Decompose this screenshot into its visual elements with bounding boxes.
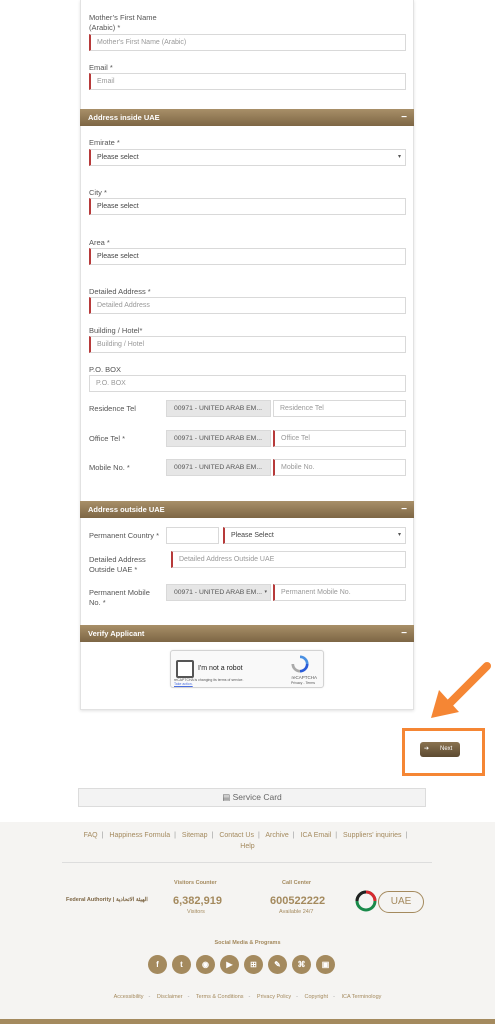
office-tel-label: Office Tel * bbox=[89, 434, 125, 443]
social-title: Social Media & Programs bbox=[214, 940, 281, 946]
service-card-button[interactable] bbox=[78, 788, 426, 807]
windows-icon[interactable]: ⊞ bbox=[244, 955, 263, 974]
section-title: Verify Applicant bbox=[88, 629, 145, 638]
permanent-country-select[interactable] bbox=[223, 527, 406, 544]
email-label: Email * bbox=[89, 63, 113, 72]
permanent-mobile-input[interactable]: Permanent Mobile No. bbox=[273, 584, 406, 601]
footer-link-happiness[interactable]: Happiness Formula bbox=[109, 832, 171, 839]
recaptcha-checkbox[interactable] bbox=[176, 660, 194, 678]
recaptcha-notice: reCAPTCHA is changing its terms of service. bbox=[174, 678, 244, 682]
mobile-country-code-select[interactable]: 00971 - UNITED ARAB EM... bbox=[166, 459, 271, 476]
recaptcha-logo-icon bbox=[291, 655, 309, 673]
mobile-input[interactable]: Mobile No. bbox=[273, 459, 406, 476]
residence-tel-input[interactable]: Residence Tel bbox=[273, 400, 406, 417]
city-select[interactable]: Please select bbox=[89, 198, 406, 215]
section-address-outside[interactable] bbox=[80, 501, 414, 518]
section-title: Address outside UAE bbox=[88, 505, 165, 514]
service-card-label: Service Card bbox=[232, 792, 282, 802]
bottom-bar bbox=[0, 1019, 495, 1024]
mobile-label: Mobile No. * bbox=[89, 463, 130, 472]
footer-link-archive[interactable]: Archive bbox=[265, 832, 289, 839]
area-select[interactable]: Please select bbox=[89, 248, 406, 265]
pobox-input[interactable]: P.O. BOX bbox=[89, 375, 406, 392]
office-country-code-select[interactable]: 00971 - UNITED ARAB EM... bbox=[166, 430, 271, 447]
detailed-address-label: Detailed Address * bbox=[89, 287, 151, 296]
building-input[interactable]: Building / Hotel bbox=[89, 336, 406, 353]
visitors-counter-title: Visitors Counter bbox=[174, 880, 217, 886]
email-input[interactable]: Email bbox=[89, 73, 406, 90]
area-label: Area * bbox=[89, 238, 110, 247]
permanent-country-search[interactable] bbox=[166, 527, 219, 544]
footer-link-suppliers[interactable]: Suppliers' inquiries bbox=[343, 832, 402, 839]
chevron-down-icon: ▾ bbox=[264, 589, 267, 595]
card-icon: ▤ bbox=[222, 792, 231, 802]
rss-icon[interactable]: ◉ bbox=[196, 955, 215, 974]
call-center-title: Call Center bbox=[282, 880, 312, 886]
footer-link-ica-email[interactable]: ICA Email bbox=[300, 832, 332, 839]
residence-country-code-select[interactable]: 00971 - UNITED ARAB EM... bbox=[166, 400, 271, 417]
footer-link-sitemap[interactable]: Sitemap bbox=[181, 832, 208, 839]
mother-name-arabic-input[interactable]: Mother's First Name (Arabic) bbox=[89, 34, 406, 51]
collapse-icon[interactable]: − bbox=[401, 112, 407, 123]
footer-divider bbox=[62, 862, 432, 863]
facebook-icon[interactable]: f bbox=[148, 955, 167, 974]
permanent-mobile-code-select[interactable] bbox=[166, 584, 271, 601]
section-verify[interactable] bbox=[80, 625, 414, 642]
next-label: Next bbox=[440, 746, 453, 752]
orange-arrow-icon bbox=[425, 660, 495, 722]
link-privacy[interactable]: Privacy Policy bbox=[256, 994, 292, 1000]
detailed-address-input[interactable]: Detailed Address bbox=[89, 297, 406, 314]
collapse-icon[interactable]: − bbox=[401, 628, 407, 639]
call-center-sub: Available 24/7 bbox=[279, 909, 314, 915]
pdf-icon[interactable]: ⌘ bbox=[292, 955, 311, 974]
next-button[interactable] bbox=[420, 742, 460, 757]
country-value: Please Select bbox=[231, 532, 274, 539]
building-label: Building / Hotel* bbox=[89, 326, 143, 335]
uae-logo: UAE bbox=[378, 891, 424, 913]
recaptcha-brand: reCAPTCHA bbox=[291, 675, 317, 680]
footer-link-contact[interactable]: Contact Us bbox=[219, 832, 254, 839]
recaptcha-widget bbox=[170, 650, 324, 688]
mother-name-label: Mother’s First Name (Arabic) * bbox=[89, 13, 157, 32]
city-label: City * bbox=[89, 188, 107, 197]
chevron-down-icon: ▾ bbox=[397, 154, 401, 160]
recaptcha-terms[interactable]: Privacy - Terms bbox=[290, 681, 315, 685]
link-copyright[interactable]: Copyright bbox=[304, 994, 329, 1000]
link-terms[interactable]: Terms & Conditions bbox=[195, 994, 244, 1000]
collapse-icon[interactable]: − bbox=[401, 504, 407, 515]
emirate-select[interactable] bbox=[89, 149, 406, 166]
link-accessibility[interactable]: Accessibility bbox=[113, 994, 144, 1000]
code-value: 00971 - UNITED ARAB EM... bbox=[174, 589, 263, 596]
footer-link-faq[interactable]: FAQ bbox=[83, 832, 98, 839]
outside-address-label: Detailed Address Outside UAE * bbox=[89, 555, 146, 574]
recaptcha-action-link[interactable]: Take action. bbox=[174, 682, 193, 686]
outside-address-input[interactable]: Detailed Address Outside UAE bbox=[171, 551, 406, 568]
federal-authority-logo: Federal Authority | الهيئة الاتحادية bbox=[66, 897, 148, 903]
visitors-counter-sub: Visitors bbox=[187, 909, 205, 915]
emirate-label: Emirate * bbox=[89, 138, 120, 147]
bottom-links: Accessibility - Disclaimer - Terms & Conditions - Privacy Policy - Copyright - ICA Terminology bbox=[113, 994, 382, 1000]
recaptcha-label: I'm not a robot bbox=[198, 665, 243, 672]
pobox-label: P.O. BOX bbox=[89, 365, 121, 374]
youtube-icon[interactable]: ▶ bbox=[220, 955, 239, 974]
android-icon[interactable]: ✎ bbox=[268, 955, 287, 974]
link-disclaimer[interactable]: Disclaimer bbox=[156, 994, 183, 1000]
footer-links: FAQ | Happiness Formula | Sitemap | Contact Us | Archive | ICA Email | Suppliers' inquiries | Help bbox=[83, 832, 408, 850]
office-tel-input[interactable]: Office Tel bbox=[273, 430, 406, 447]
footer-link-help[interactable]: Help bbox=[240, 843, 255, 850]
section-title: Address inside UAE bbox=[88, 113, 160, 122]
permanent-mobile-label: Permanent Mobile No. * bbox=[89, 588, 150, 607]
arrow-right-icon: ➔ bbox=[424, 746, 430, 752]
link-ica-terminology[interactable]: ICA Terminology bbox=[341, 994, 382, 1000]
call-center-number[interactable]: 600522222 bbox=[270, 895, 326, 907]
visitors-counter-value: 6,382,919 bbox=[173, 895, 222, 907]
twitter-icon[interactable]: t bbox=[172, 955, 191, 974]
instagram-icon[interactable]: ▣ bbox=[316, 955, 335, 974]
emirate-value: Please select bbox=[97, 154, 139, 161]
uae-emblem-icon bbox=[355, 890, 377, 912]
permanent-country-label: Permanent Country * bbox=[89, 531, 160, 540]
chevron-down-icon: ▾ bbox=[397, 532, 401, 538]
social-icons bbox=[148, 955, 335, 974]
residence-tel-label: Residence Tel bbox=[89, 404, 136, 413]
section-address-inside[interactable] bbox=[80, 109, 414, 126]
